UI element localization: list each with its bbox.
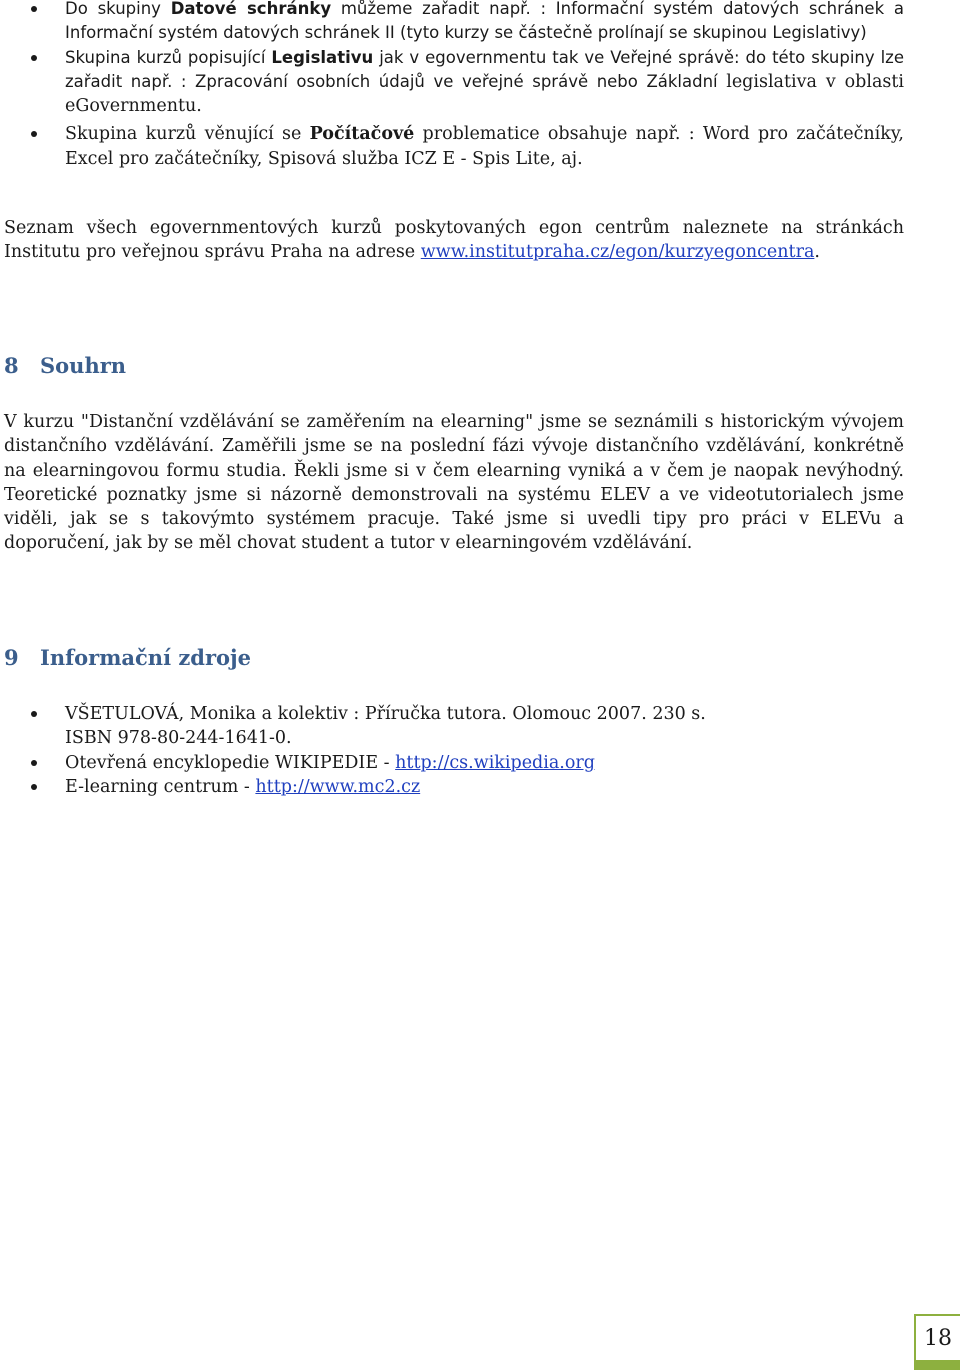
list-item-bold: Počítačové xyxy=(309,124,415,145)
list-item-text-start: Skupina kurzů věnující se xyxy=(65,124,310,145)
list-item xyxy=(4,122,904,171)
paragraph-text: Seznam všech egovernmentových kurzů poskytovaných egon centrům naleznete na stránkách Institutu pro veřejnou správu Praha na adrese xyxy=(4,218,904,263)
institutpraha-link[interactable]: www.institutpraha.cz/egon/kurzyegoncentra xyxy=(420,242,815,263)
list-item-text-end: problematice obsahuje např. : Word pro začátečníky, Excel pro začátečníky, Spisová služba ICZ E - Spis Lite, aj. xyxy=(65,124,904,169)
section-number: 8 xyxy=(4,353,19,378)
section-heading-summary xyxy=(4,352,126,380)
reference-text: E-learning centrum - xyxy=(65,776,256,797)
section-heading-sources xyxy=(4,644,251,672)
page-number: 18 xyxy=(924,1326,952,1351)
mc2-link[interactable]: http://www.mc2.cz xyxy=(255,776,421,797)
list-item-text-tail: legislativa v oblasti eGovernmentu. xyxy=(65,71,904,117)
wikipedia-link[interactable]: http://cs.wikipedia.org xyxy=(395,752,595,773)
bullet-icon xyxy=(31,784,37,790)
section-number: 9 xyxy=(4,645,19,670)
list-item-text-start: Skupina kurzů popisující xyxy=(65,47,272,67)
reference-isbn: ISBN 978-80-244-1641-0. xyxy=(65,728,292,749)
bullet-icon xyxy=(31,760,37,766)
bullet-icon xyxy=(31,711,37,717)
sources-list-wrapper xyxy=(4,702,904,799)
egon-courses-paragraph xyxy=(4,216,904,265)
list-item-bold: Datové schránky xyxy=(170,0,332,18)
reference-item xyxy=(4,751,904,775)
list-item xyxy=(4,46,904,119)
paragraph-end: . xyxy=(814,242,820,263)
reference-item xyxy=(4,775,904,799)
list-item-bold: Legislativu xyxy=(271,47,374,67)
reference-text: Otevřená encyklopedie WIKIPEDIE - xyxy=(65,752,396,773)
reference-line: VŠETULOVÁ, Monika a kolektiv : Příručka tutora. Olomouc 2007. 230 s. xyxy=(65,704,706,724)
section-title: Souhrn xyxy=(40,353,127,378)
summary-paragraph: V kurzu "Distanční vzdělávání se zaměřením na elearning" jsme se seznámili s historickým vývojem distančního vzdělávání. Zaměřili jsme se na poslední fázi vývoje distančního vzdělávání, konkrétně na elearningovou formu studia. Řekli jsme si v čem elearning vyniká a v čem je naopak nevýhodný. Teoretické poznatky jsme si názorně demonstrovali na systému ELEV a ve videotutorialech jsme viděli, jak se s takovýmto systémem pracuje. Také jsme si uvedli tipy pro práci v ELEVu a doporučení, jak by se měl chovat student a tutor v elearningovém vzdělávání. xyxy=(4,412,904,554)
bullet-icon xyxy=(31,131,37,137)
list-item xyxy=(4,0,904,46)
sources-list xyxy=(4,702,904,799)
list-item-text-start: Do skupiny xyxy=(65,0,171,18)
section-title: Informační zdroje xyxy=(40,645,252,670)
bullet-icon xyxy=(31,6,37,12)
list-item-text-end: můžeme zařadit např. : Informační systém datových schránek a Informační systém datových schránek II (tyto kurzy se částečně prolínají se skupinou Legislativy) xyxy=(65,0,904,43)
course-groups-list xyxy=(4,0,904,171)
footer-accent-strip xyxy=(914,1360,960,1370)
reference-item xyxy=(4,702,904,751)
bullet-icon xyxy=(31,55,37,61)
list-item-text-end: jak v egovernmentu tak ve Veřejné správě: do této skupiny lze zařadit např. : Zpracování osobních údajů ve veřejné správě nebo Základní xyxy=(65,47,904,91)
